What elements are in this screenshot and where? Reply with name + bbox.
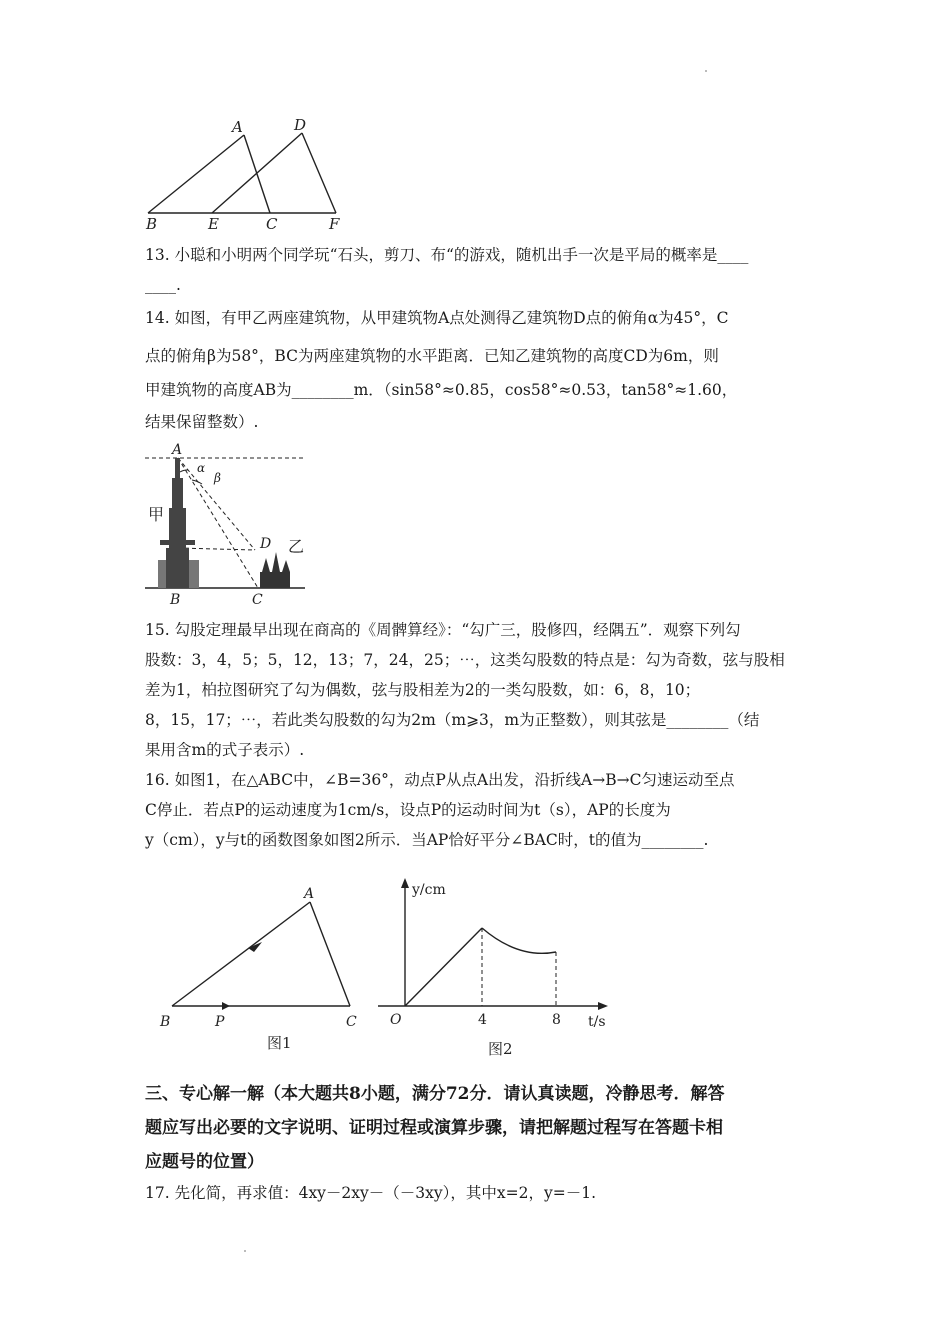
tick-8: 8 xyxy=(552,1012,561,1028)
label-F: F xyxy=(329,215,340,233)
label-C: C xyxy=(346,1014,357,1030)
label-A: A xyxy=(232,118,243,136)
label-jia: 甲 xyxy=(148,505,165,524)
y-axis-arrow-icon xyxy=(401,878,409,888)
q14-line4: 结果保留整数）. xyxy=(145,413,259,431)
caption-fig1: 图1 xyxy=(267,1034,292,1052)
label-B: B xyxy=(146,215,158,233)
q13-line1: 13. 小聪和小明两个同学玩“石头，剪刀、布“的游戏，随机出手一次是平局的概率是____ xyxy=(145,246,749,264)
label-P: P xyxy=(215,1014,225,1030)
label-C: C xyxy=(252,592,263,608)
label-D: D xyxy=(260,536,272,552)
label-A: A xyxy=(304,886,315,902)
q14-line1: 14. 如图，有甲乙两座建筑物，从甲建筑物A点处测得乙建筑物D点的俯角α为45°，C xyxy=(145,309,729,327)
figure-q12-triangles xyxy=(140,115,360,235)
label-C: C xyxy=(266,215,278,233)
label-A: A xyxy=(172,442,183,458)
q15-line1: 15. 勾股定理最早出现在商高的《周髀算经》：“勾广三，股修四，经隅五”．观察下列勾 xyxy=(145,621,741,639)
caption-fig2: 图2 xyxy=(488,1040,513,1058)
q14-line2: 点的俯角β为58°，BC为两座建筑物的水平距离．已知乙建筑物的高度CD为6m，则 xyxy=(145,347,719,365)
x-axis-arrow-icon xyxy=(598,1002,608,1010)
figure-q14-buildings xyxy=(140,440,320,610)
y-axis-label: y/cm xyxy=(412,882,446,898)
q16-line1: 16. 如图1，在△ABC中，∠B=36°，动点P从点A出发，沿折线A→B→C匀速运动至点 xyxy=(145,771,735,789)
q16-line3: y（cm），y与t的函数图象如图2所示．当AP恰好平分∠BAC时，t的值为________. xyxy=(145,831,709,849)
q13-line2: ____. xyxy=(145,276,181,294)
section3-line1: 三、专心解一解（本大题共8小题，满分72分．请认真读题，冷静思考．解答 xyxy=(145,1084,725,1104)
figure-q16-triangle xyxy=(150,880,380,1060)
figure-q16-graph xyxy=(370,872,620,1062)
q15-line2: 股数：3，4，5；5，12，13；7，24，25；⋯，这类勾股数的特点是：勾为奇数，弦与股相 xyxy=(145,651,785,669)
tick-4: 4 xyxy=(478,1012,487,1028)
q14-line3: 甲建筑物的高度AB为________m．（sin58°≈0.85，cos58°≈0.53，tan58°≈1.60， xyxy=(145,381,738,399)
x-axis-label: t/s xyxy=(588,1014,606,1030)
label-B: B xyxy=(160,1014,171,1030)
label-E: E xyxy=(208,215,219,233)
scan-dot xyxy=(244,1250,246,1252)
label-yi: 乙 xyxy=(288,537,305,556)
q16-line2: C停止．若点P的运动速度为1cm/s，设点P的运动时间为t（s），AP的长度为 xyxy=(145,801,671,819)
tower-jia-icon xyxy=(158,458,199,588)
label-alpha: α xyxy=(197,461,206,475)
building-yi-icon xyxy=(260,552,290,588)
scan-dot xyxy=(705,70,707,72)
q15-line3: 差为1，柏拉图研究了勾为偶数，弦与股相差为2的一类勾股数，如：6，8，10； xyxy=(145,681,701,699)
label-beta: β xyxy=(214,471,221,485)
q15-line4: 8，15，17；⋯，若此类勾股数的勾为2m（m⩾3，m为正整数），则其弦是________（结 xyxy=(145,711,760,729)
q15-line5: 果用含m的式子表示）. xyxy=(145,741,305,759)
label-B: B xyxy=(170,592,181,608)
origin-label: O xyxy=(390,1012,402,1028)
section3-line2: 题应写出必要的文字说明、证明过程或演算步骤，请把解题过程写在答题卡相 xyxy=(145,1118,723,1138)
label-D: D xyxy=(294,116,307,134)
q17-line1: 17. 先化简，再求值：4xy－2xy－（－3xy），其中x=2，y=－1. xyxy=(145,1184,597,1202)
section3-line3: 应题号的位置） xyxy=(145,1152,264,1172)
arrow-bc-icon xyxy=(222,1002,230,1010)
